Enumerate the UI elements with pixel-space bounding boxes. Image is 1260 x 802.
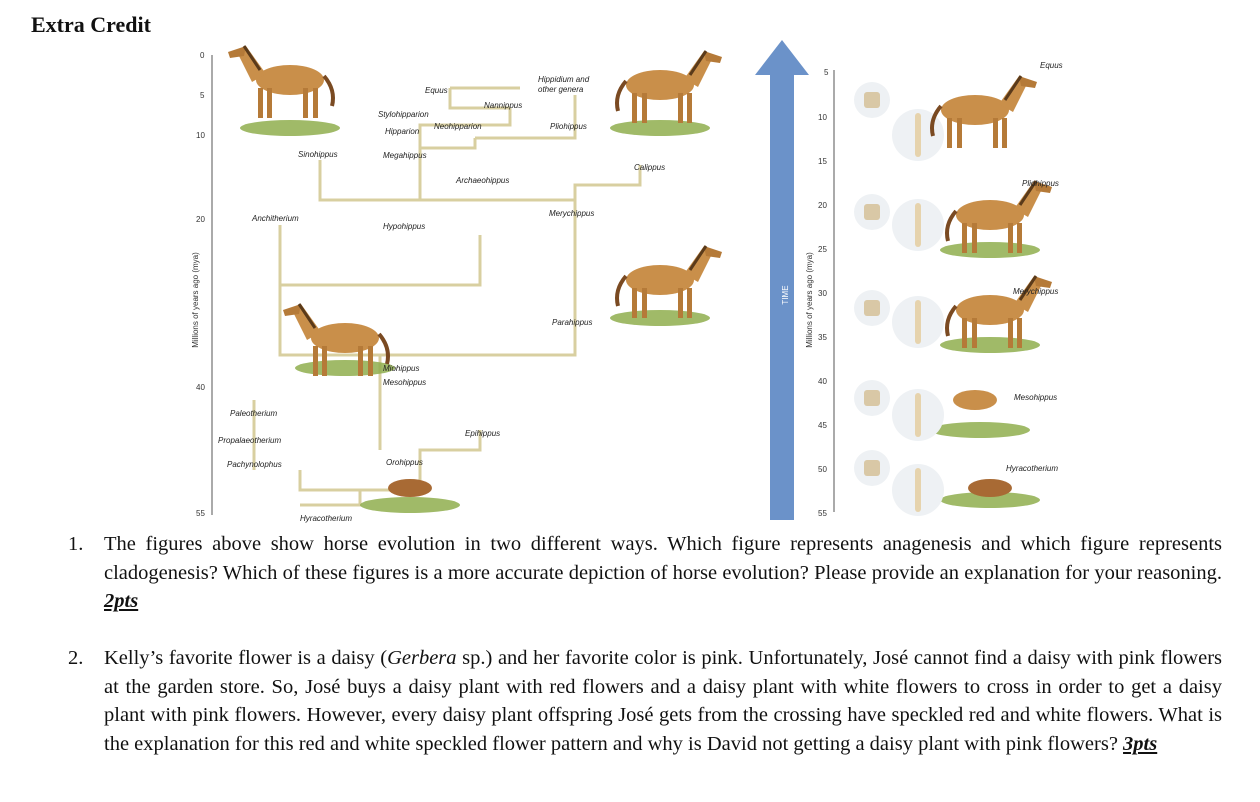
time-arrow-label: TIME bbox=[781, 285, 790, 305]
tick-label: 5 bbox=[200, 91, 205, 100]
label-hippidium-2: other genera bbox=[538, 85, 584, 94]
label-orohippus: Orohippus bbox=[386, 458, 423, 467]
tick-label: 5 bbox=[824, 68, 829, 77]
time-arrow bbox=[755, 40, 809, 520]
label-hipparion: Hipparion bbox=[385, 127, 420, 136]
question-2-points: 3pts bbox=[1123, 732, 1158, 755]
stage-label: Mesohippus bbox=[1014, 393, 1058, 402]
tick-label: 15 bbox=[818, 157, 827, 166]
question-1-number: 1. bbox=[68, 533, 84, 555]
tick-label: 25 bbox=[818, 245, 827, 254]
cladogram-figure bbox=[191, 46, 722, 523]
label-hyracotherium: Hyracotherium bbox=[300, 514, 353, 523]
stage-label: Pliohippus bbox=[1022, 179, 1059, 188]
label-anchitherium: Anchitherium bbox=[252, 214, 299, 223]
right-axis-ticks bbox=[818, 68, 829, 518]
hippidium-illustration bbox=[610, 51, 722, 136]
stage-label: Equus bbox=[1040, 61, 1063, 70]
stage-label: Merychippus bbox=[1013, 287, 1059, 296]
stage-merychippus bbox=[854, 276, 1058, 353]
question-2-number: 2. bbox=[68, 647, 84, 669]
tick-label: 30 bbox=[818, 289, 827, 298]
tick-label: 50 bbox=[818, 465, 827, 474]
label-neohipparion: Neohipparion bbox=[434, 122, 482, 131]
label-epihippus: Epihippus bbox=[465, 429, 501, 438]
taxon-labels bbox=[218, 75, 665, 523]
page-heading: Extra Credit bbox=[31, 12, 151, 37]
tick-label: 20 bbox=[196, 215, 205, 224]
label-megahippus: Megahippus bbox=[383, 151, 427, 160]
label-calippus: Calippus bbox=[634, 163, 666, 172]
label-hypohippus: Hypohippus bbox=[383, 222, 426, 231]
parahippus-illustration bbox=[610, 246, 722, 326]
stage-hyracotherium bbox=[854, 450, 1058, 516]
left-axis-label: Millions of years ago (mya) bbox=[191, 252, 200, 348]
label-nannippus: Nannippus bbox=[484, 101, 523, 110]
tick-label: 10 bbox=[196, 131, 205, 140]
label-hippidium: Hippidium and bbox=[538, 75, 590, 84]
hyracotherium-illustration bbox=[360, 479, 460, 513]
linear-figure bbox=[805, 61, 1063, 518]
tick-label: 40 bbox=[818, 377, 827, 386]
question-1-points: 2pts bbox=[104, 590, 139, 612]
tick-label: 0 bbox=[200, 51, 205, 60]
stage-equus bbox=[854, 61, 1063, 161]
question-2 bbox=[104, 644, 1222, 758]
tick-label: 10 bbox=[818, 113, 827, 122]
label-parahippus: Parahippus bbox=[552, 318, 593, 327]
label-pachynolophus: Pachynolophus bbox=[227, 460, 282, 469]
equus-illustration bbox=[228, 46, 340, 136]
stage-pliohippus bbox=[854, 179, 1059, 258]
label-paleotherium: Paleotherium bbox=[230, 409, 278, 418]
stage-mesohippus bbox=[854, 380, 1057, 441]
question-2-text-b: sp.) and her favorite color is pink. Unfortunately, José cannot find a daisy with pink flowers at the garden store. So, José buys a daisy plant with red flowers and a daisy plant with white flowers to cross in order to get a daisy plant with pink flowers. However, every daisy plant offspring José gets from the crossing have speckled red and white flowers. What is the explanation for this red and white speckled flower pattern and why is David not getting a daisy plant with pink flowers? bbox=[104, 647, 1222, 755]
label-equus: Equus bbox=[425, 86, 448, 95]
label-miohippus: Miohippus bbox=[383, 364, 420, 373]
label-mesohippus: Mesohippus bbox=[383, 378, 427, 387]
label-sinohippus: Sinohippus bbox=[298, 150, 338, 159]
tick-label: 55 bbox=[196, 509, 205, 518]
label-propalaeotherium: Propalaeotherium bbox=[218, 436, 282, 445]
label-archaeohippus: Archaeohippus bbox=[456, 176, 510, 185]
tick-label: 35 bbox=[818, 333, 827, 342]
question-1-text: The figures above show horse evolution in two different ways. Which figure represents anagenesis and which figure represents cladogenesis? Which of these figures is a more accurate depiction of horse evolution? Please provide an explanation for your reasoning. bbox=[104, 533, 1222, 584]
label-pliohippus: Pliohippus bbox=[550, 122, 587, 131]
stage-label: Hyracotherium bbox=[1006, 464, 1059, 473]
label-merychippus: Merychippus bbox=[549, 209, 595, 218]
tick-label: 55 bbox=[818, 509, 827, 518]
tick-label: 45 bbox=[818, 421, 827, 430]
question-2-genus: Gerbera bbox=[387, 647, 457, 669]
question-1 bbox=[104, 530, 1222, 616]
tick-label: 20 bbox=[818, 201, 827, 210]
label-stylohipparion: Stylohipparion bbox=[378, 110, 429, 119]
miohippus-illustration bbox=[283, 304, 395, 376]
right-axis-label: Millions of years ago (mya) bbox=[805, 252, 814, 348]
tick-label: 40 bbox=[196, 383, 205, 392]
question-2-text-a: Kelly’s favorite flower is a daisy ( bbox=[104, 647, 388, 669]
